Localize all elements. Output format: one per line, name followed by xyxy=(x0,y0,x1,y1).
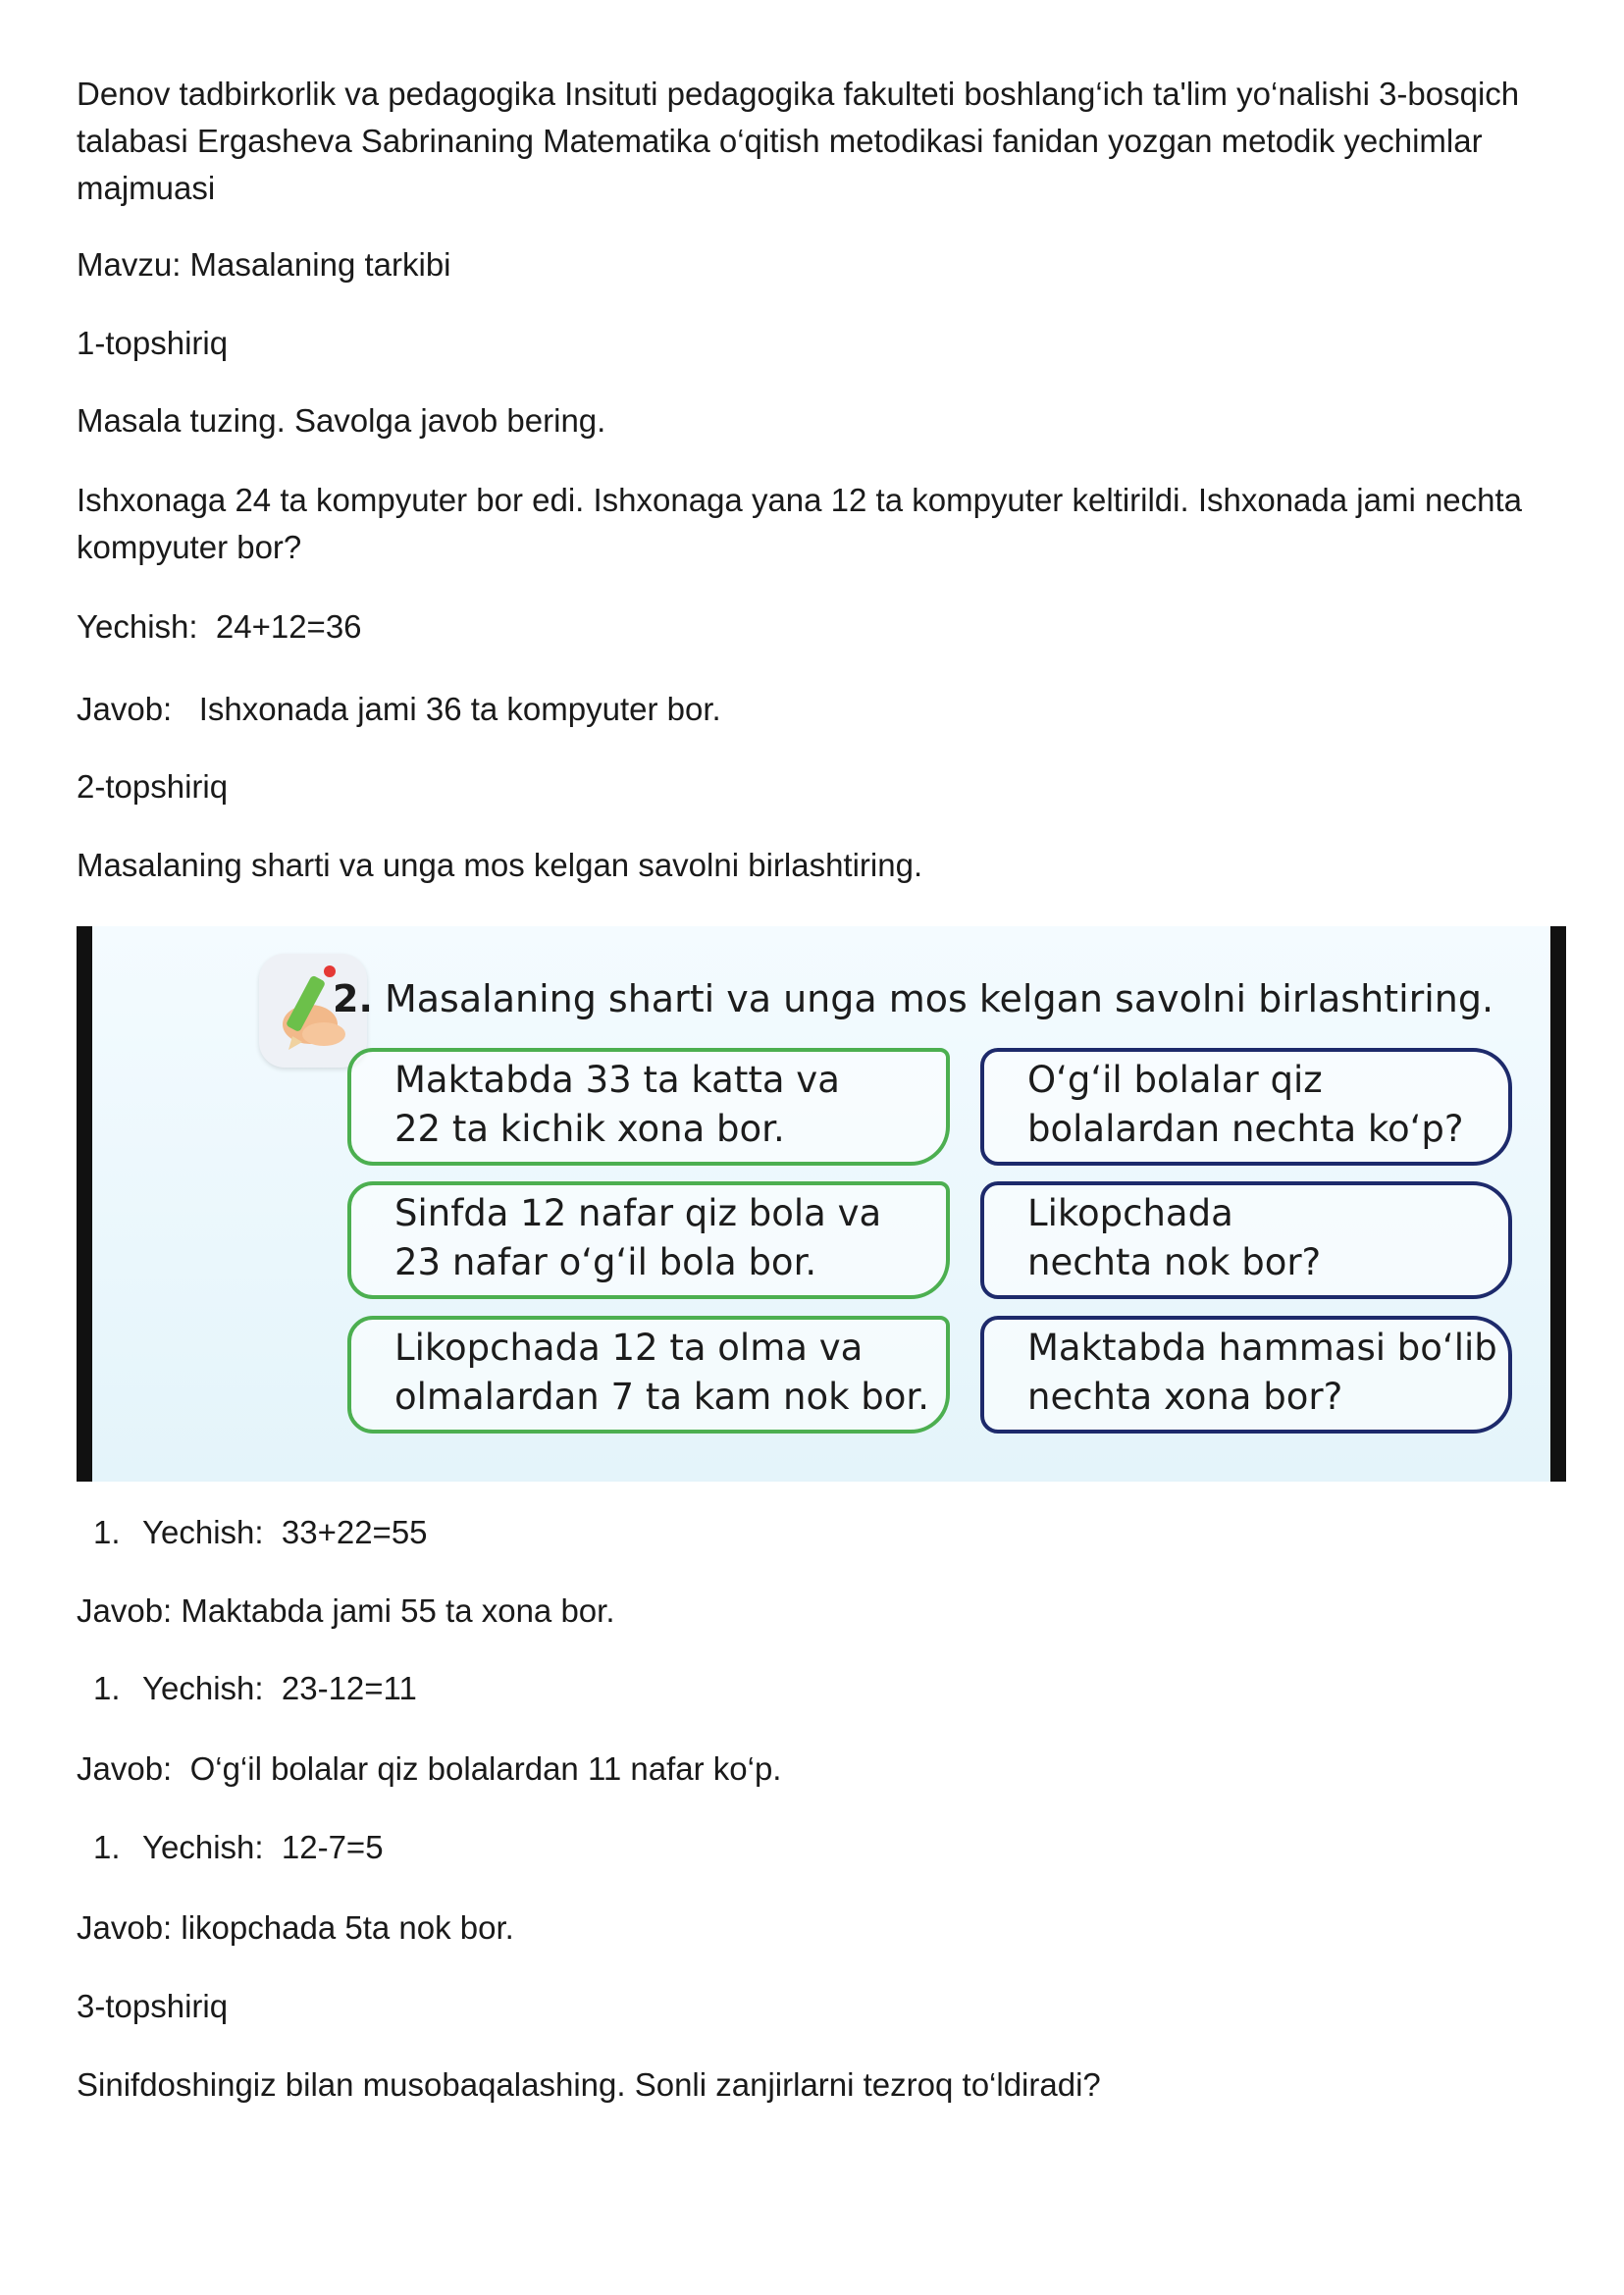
solution-list-item xyxy=(93,1665,1565,1712)
task3-heading: 3-topshiriq xyxy=(77,1988,229,2024)
figure-content xyxy=(92,926,1550,1482)
condition-card: Sinfda 12 nafar qiz bola va 23 nafar o‘g‘il bola bor. xyxy=(347,1181,950,1299)
textbook-exercise-image xyxy=(77,926,1566,1482)
task1-answer: Javob: Ishxonada jami 36 ta kompyuter bor. xyxy=(77,691,721,727)
figure-frame-left xyxy=(77,926,92,1482)
figure-title-text: Masalaning sharti va unga mos kelgan savolni birlashtiring. xyxy=(384,977,1494,1020)
solution-text: Yechish: 12-7=5 xyxy=(142,1829,384,1865)
list-number: 1. xyxy=(93,1670,121,1706)
question-card: O‘g‘il bolalar qiz bolalardan nechta ko‘p? xyxy=(980,1048,1512,1166)
solution-list-item xyxy=(93,1509,1565,1556)
topic-line: Mavzu: Masalaning tarkibi xyxy=(77,246,451,283)
intro-paragraph: Denov tadbirkorlik va pedagogika Insituti pedagogika fakulteti boshlang‘ich ta'lim yo‘nalishi 3-bosqich talabasi Ergasheva Sabrinaning Matematika o‘qitish metodikasi fanidan yozgan metodik yechimlar majmuasi xyxy=(77,76,1520,206)
solution-text: Yechish: 23-12=11 xyxy=(142,1670,417,1706)
task3-instruction: Sinifdoshingiz bilan musobaqalashing. Sonli zanjirlarni tezroq to‘ldiradi? xyxy=(77,2066,1101,2103)
list-number: 1. xyxy=(93,1514,121,1550)
condition-card: Likopchada 12 ta olma va olmalardan 7 ta kam nok bor. xyxy=(347,1316,950,1434)
solution-list-item xyxy=(93,1824,1565,1871)
task1-problem: Ishxonaga 24 ta kompyuter bor edi. Ishxonaga yana 12 ta kompyuter keltirildi. Ishxonada jami nechta kompyuter bor? xyxy=(77,482,1523,565)
question-card: Maktabda hammasi bo‘lib nechta xona bor? xyxy=(980,1316,1512,1434)
figure-frame-right xyxy=(1550,926,1566,1482)
task2-heading: 2-topshiriq xyxy=(77,768,229,805)
figure-title xyxy=(333,977,1493,1020)
task1-instruction: Masala tuzing. Savolga javob bering. xyxy=(77,402,606,439)
question-card: Likopchada nechta nok bor? xyxy=(980,1181,1512,1299)
solution-text: Yechish: 33+22=55 xyxy=(142,1514,428,1550)
condition-card: Maktabda 33 ta katta va 22 ta kichik xona bor. xyxy=(347,1048,950,1166)
task1-heading: 1-topshiriq xyxy=(77,325,229,361)
list-number: 1. xyxy=(93,1829,121,1865)
answer-line: Javob: Maktabda jami 55 ta xona bor. xyxy=(77,1592,615,1629)
task2-instruction: Masalaning sharti va unga mos kelgan savolni birlashtiring. xyxy=(77,847,923,883)
task1-solution: Yechish: 24+12=36 xyxy=(77,608,362,645)
answer-line: Javob: likopchada 5ta nok bor. xyxy=(77,1909,514,1946)
figure-task-number: 2. xyxy=(333,977,373,1020)
answer-line: Javob: O‘g‘il bolalar qiz bolalardan 11 nafar ko‘p. xyxy=(77,1750,782,1787)
